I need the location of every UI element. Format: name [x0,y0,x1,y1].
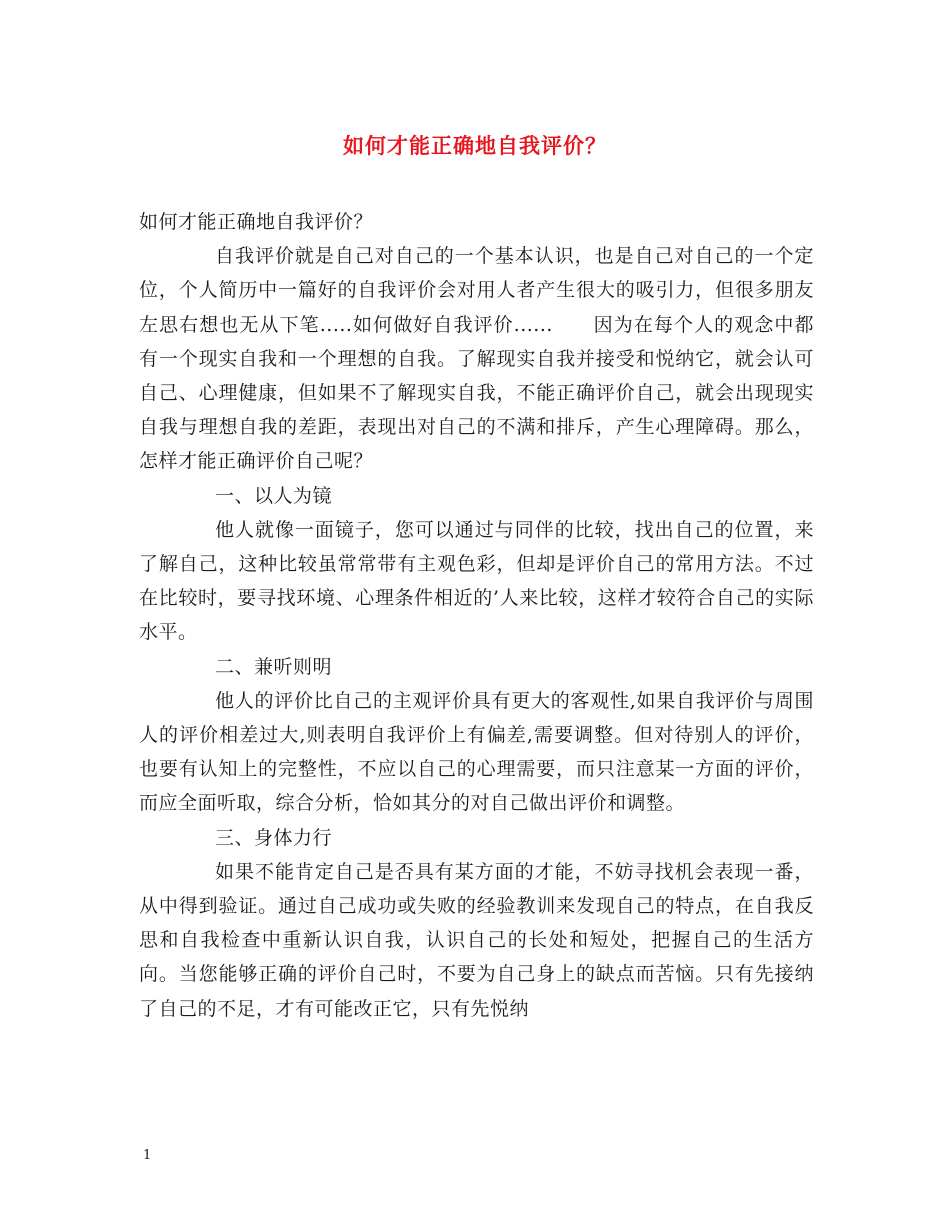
document-body [139,205,814,1026]
section-heading-2: 二、兼听则明 [215,655,333,678]
page-number: 1 [143,1148,152,1163]
section-heading-1: 一、以人为镜 [215,484,333,507]
paragraph-section-3: 如果不能肯定自己是否具有某方面的才能，不妨寻找机会表现一番，从中得到验证。通过自己成功或失败的经验教训来发现自己的特点，在自我反思和自我检查中重新认识自我，认识自己的长处和短处，把握自己的生活方向。当您能够正确的评价自己时，不要为自己身上的缺点而苦恼。只有先接纳了自己的不足，才有可能改正它，只有先悦纳 [139,860,814,1020]
section-heading-3: 三、身体力行 [215,826,333,849]
paragraph-section-2: 他人的评价比自己的主观评价具有更大的客观性,如果自我评价与周围人的评价相差过大,则表明自我评价上有偏差,需要调整。但对待别人的评价，也要有认知上的完整性，不应以自己的心理需要，而只注意某一方面的评价，而应全面听取，综合分析，恰如其分的对自己做出评价和调整。 [139,689,814,815]
paragraph-intro: 自我评价就是自己对自己的一个基本认识，也是自己对自己的一个定位，个人简历中一篇好的自我评价会对用人者产生很大的吸引力，但很多朋友左思右想也无从下笔.....如何做好自我评价...... 因为在每个人的观念中都有一个现实自我和一个理想的自我。了解现实自我并接受和悦纳它，就会认可自己、心理健康，但如果不了解现实自我，不能正确评价自己，就会出现现实自我与理想自我的差距，表现出对自己的不满和排斥，产生心理障碍。那么，怎样才能正确评价自己呢？ [139,245,814,473]
paragraph-section-1: 他人就像一面镜子，您可以通过与同伴的比较，找出自己的位置，来了解自己，这种比较虽常常带有主观色彩，但却是评价自己的常用方法。不过在比较时，要寻找环境、心理条件相近的’人来比较，这样才较符合自己的实际水平。 [139,518,814,644]
document-title: 如何才能正确地自我评价？ [343,133,607,158]
paragraph-heading-repeat: 如何才能正确地自我评价？ [139,211,374,233]
